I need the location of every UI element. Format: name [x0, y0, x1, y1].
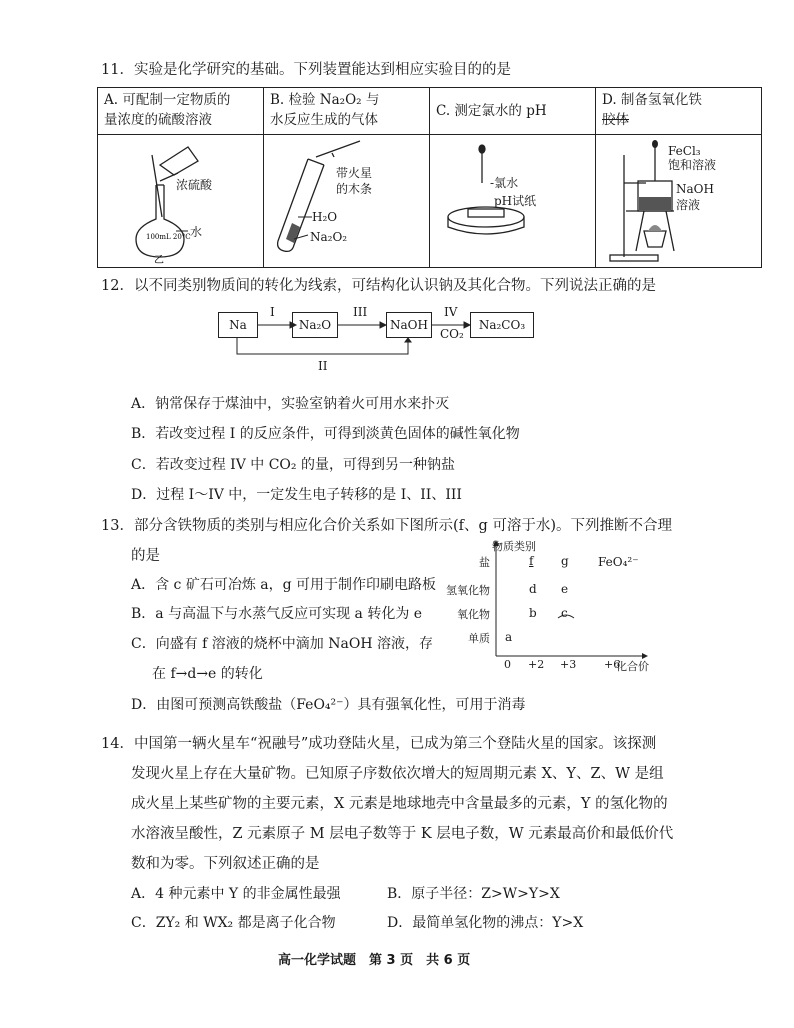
page-footer: 高一化学试题 第 3 页 共 6 页: [278, 953, 471, 968]
q14-option-a[interactable]: A．4 种元素中 Y 的非金属性最强: [131, 886, 341, 902]
q13-option-c-cont: 在 f→d→e 的转化: [152, 666, 263, 682]
q12-option-b[interactable]: B．若改变过程 I 的反应条件，可得到淡黄色固体的碱性氧化物: [131, 426, 520, 442]
step-4-label: IV: [444, 305, 458, 319]
chart-xlabel: 化合价: [616, 660, 649, 673]
q13-option-a[interactable]: A．含 c 矿石可冶炼 a，g 可用于制作印刷电路板: [131, 577, 437, 593]
chart-ycat-0: 盐: [479, 556, 490, 569]
fecl3-label: FeCl₃: [668, 144, 701, 159]
q11-figure-d: [596, 135, 762, 268]
flask-mark: 100mL 20°C: [146, 233, 191, 242]
q11-experiment-table: [97, 87, 762, 268]
chart-xtick-3: +6: [604, 658, 621, 671]
q14-option-c[interactable]: C．ZY₂ 和 WX₂ 都是离子化合物: [131, 915, 336, 931]
q13-option-d[interactable]: D．由图可预测高铁酸盐（FeO₄²⁻）具有强氧化性，可用于消毒: [131, 697, 526, 713]
chart-xtick-2: +3: [560, 658, 577, 671]
chart-point-e: e: [561, 582, 569, 596]
q11-option-b[interactable]: B. 检验 Na₂O₂ 与 水反应生成的气体: [264, 88, 430, 135]
q11-option-d[interactable]: D. 制备氢氧化铁 胶体: [596, 88, 762, 135]
q12-option-d[interactable]: D．过程 I～IV 中，一定发生电子转移的是 I、II、III: [131, 487, 462, 503]
q14-stem-line-4: 水溶液呈酸性，Z 元素原子 M 层电子数等于 K 层电子数，W 元素最高价和最低价代: [131, 826, 674, 842]
q11-option-c[interactable]: C. 测定氯水的 pH: [430, 88, 596, 135]
q14-stem-line-3: 成火星上某些矿物的主要元素，X 元素是地球地壳中含量最多的元素，Y 的氢化物的: [131, 796, 668, 812]
chart-ycat-3: 单质: [468, 632, 490, 645]
naoh-label-2: 溶液: [676, 198, 701, 213]
iron-valence-chart: [440, 538, 666, 674]
chart-ylabel: 物质类别: [492, 540, 536, 553]
ferrate-label: FeO₄²⁻: [598, 555, 639, 569]
q13-stem-2: 的是: [131, 548, 160, 564]
chart-point-f: f: [529, 554, 534, 568]
na-box: Na: [218, 312, 258, 338]
q11-figure-a: [98, 135, 264, 268]
water-label: 水: [190, 225, 203, 240]
q11-figure-b: [264, 135, 430, 268]
chart-ycat-1: 氢氧化物: [446, 584, 490, 597]
q13-option-b[interactable]: B．a 与高温下与水蒸气反应可实现 a 转化为 e: [131, 606, 423, 622]
na2co3-box: Na₂CO₃: [470, 312, 534, 338]
step-2-label: II: [318, 359, 328, 373]
q14-option-d[interactable]: D．最简单氢化物的沸点：Y>X: [387, 915, 584, 931]
naoh-label: NaOH: [676, 182, 714, 197]
glowing-splint-label: 带火星: [336, 166, 373, 181]
q12-option-c[interactable]: C．若改变过程 IV 中 CO₂ 的量，可得到另一种钠盐: [131, 457, 455, 473]
chart-xtick-0: 0: [504, 658, 511, 671]
volumetric-flask-figure: [98, 135, 263, 266]
ph-paper-label: pH试纸: [494, 194, 537, 209]
flask-letter: 乙: [154, 255, 164, 267]
na2o2-label: Na₂O₂: [310, 230, 348, 245]
q12-option-a[interactable]: A．钠常保存于煤油中，实验室钠着火可用水来扑灭: [131, 396, 450, 412]
q14-stem-line-5: 数和为零。下列叙述正确的是: [131, 856, 320, 872]
fecl3-label-2: 饱和溶液: [668, 158, 717, 173]
q11-figure-c: [430, 135, 596, 268]
naoh-box: NaOH: [386, 312, 432, 338]
chart-point-g: g: [561, 554, 569, 568]
h2o-label: H₂O: [312, 210, 338, 225]
q12-arrows: [218, 312, 548, 372]
chlorine-water-label: -氯水: [490, 176, 519, 191]
q13-stem: 13．部分含铁物质的类别与相应化合价关系如下图所示(f、g 可溶于水)。下列推断不合理: [101, 518, 673, 534]
q14-stem-line-1: 14．中国第一辆火星车“祝融号”成功登陆火星，已成为第三个登陆火星的国家。该探测: [101, 736, 657, 752]
co2-label: CO₂: [440, 327, 464, 341]
q14-stem-line-2: 发现火星上存在大量矿物。已知原子序数依次增大的短周期元素 X、Y、Z、W 是组: [131, 766, 664, 782]
glowing-splint-label-2: 的木条: [336, 182, 373, 197]
q11-option-a[interactable]: A. 可配制一定物质的 量浓度的硫酸溶液: [98, 88, 264, 135]
chart-point-d: d: [529, 582, 537, 596]
step-1-label: I: [270, 305, 275, 319]
chart-xtick-1: +2: [528, 658, 545, 671]
q12-stem: 12．以不同类别物质间的转化为线索，可结构化认识钠及其化合物。下列说法正确的是: [101, 278, 656, 294]
step-3-label: III: [353, 305, 368, 319]
chart-point-c: c: [561, 606, 568, 620]
chart-point-b: b: [529, 606, 537, 620]
chart-point-a: a: [505, 630, 513, 644]
na2o-box: Na₂O: [292, 312, 338, 338]
chart-ycat-2: 氧化物: [457, 608, 490, 621]
conc-sulfuric-acid-label: 浓硫酸: [176, 178, 213, 193]
q13-option-c[interactable]: C．向盛有 f 溶液的烧杯中滴加 NaOH 溶液，存: [131, 636, 433, 652]
q14-option-b[interactable]: B．原子半径：Z>W>Y>X: [387, 886, 560, 902]
q11-stem: 11．实验是化学研究的基础。下列装置能达到相应实验目的的是: [101, 62, 511, 78]
